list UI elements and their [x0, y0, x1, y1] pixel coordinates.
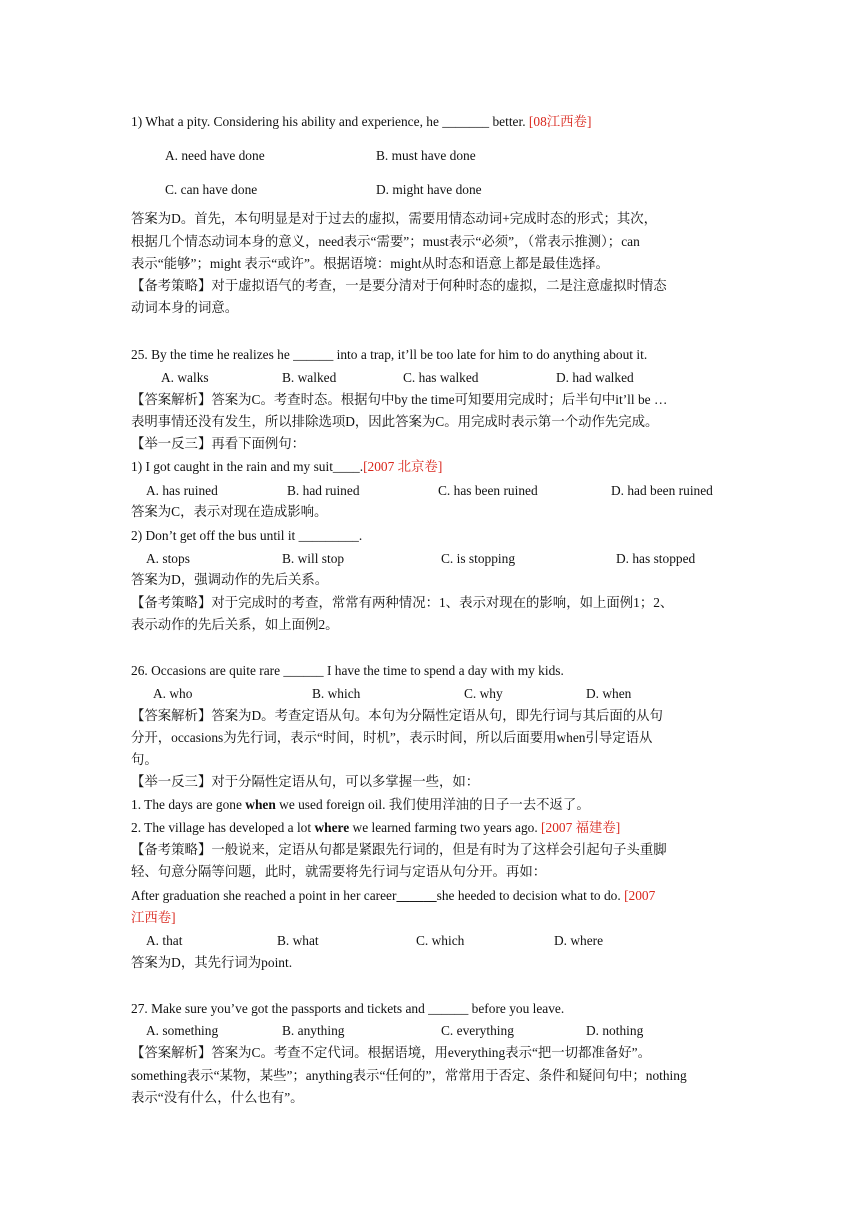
q26-ex3-option-b: B. what	[277, 933, 319, 948]
q25-ex1-option-d: D. had been ruined	[611, 483, 713, 498]
q26-ex1-pre: 1. The days are gone	[131, 797, 246, 812]
q26-ex3-option-c: C. which	[416, 933, 465, 948]
q26-option-a: A. who	[153, 686, 193, 701]
q25-ex2-option-a: A. stops	[146, 551, 190, 566]
q26-ex2-line	[131, 818, 620, 838]
q26-ex3-pre: After graduation she reached a point in her career	[131, 888, 397, 903]
q25-strategy-line-2: 表示动作的先后关系，如上面例2。	[131, 617, 339, 632]
q26-ex3-source-1: [2007	[624, 888, 656, 903]
q1-stem-line	[131, 112, 591, 132]
q25-analysis-line-2: 表明事情还没有发生，所以排除选项D，因此答案为C。用完成时表示第一个动作先完成。	[131, 414, 659, 429]
q27-analysis-line-3: 表示“没有什么，什么也有”。	[131, 1090, 304, 1105]
q1-option-b: B. must have done	[376, 148, 476, 163]
q1-option-c: C. can have done	[165, 182, 258, 197]
q26-ex3-line	[131, 886, 655, 906]
q25-ex1-option-c: C. has been ruined	[438, 483, 538, 498]
q27-option-c: C. everything	[441, 1023, 514, 1038]
q26-option-b: B. which	[312, 686, 361, 701]
q27-stem: 27. Make sure you’ve got the passports and tickets and ______ before you leave.	[131, 1001, 565, 1016]
q27-option-d: D. nothing	[586, 1023, 644, 1038]
q1-answer-line-1: 答案为D。首先，本句明显是对于过去的虚拟，需要用情态动词+完成时态的形式；其次，	[131, 211, 658, 226]
q26-ex3-option-a: A. that	[146, 933, 183, 948]
q26-ex1-post: we used foreign oil. 我们使用洋油的日子一去不返了。	[275, 797, 590, 812]
q25-ex2-stem: 2) Don’t get off the bus until it _________.	[131, 528, 363, 543]
q26-ex2-post: we learned farming two years ago.	[349, 820, 538, 835]
q26-strategy-line-2: 轻、句意分隔等问题，此时，就需要将先行词与定语从句分开。再如：	[131, 864, 547, 879]
q26-ex3-blank: ______	[396, 888, 437, 903]
q25-ex2-answer: 答案为D，强调动作的先后关系。	[131, 572, 329, 587]
q26-ex3-answer: 答案为D，其先行词为point.	[131, 955, 293, 970]
q25-ex1-option-a: A. has ruined	[146, 483, 218, 498]
q25-ex2-option-c: C. is stopping	[441, 551, 516, 566]
q1-strategy-line-2: 动词本身的词意。	[131, 300, 239, 315]
q26-ex3-source-2: 江西卷]	[131, 910, 176, 925]
q25-ex1-source: [2007 北京卷]	[363, 459, 443, 474]
q26-ex2-source: [2007 福建卷]	[541, 820, 621, 835]
q26-ex1-bold: when	[245, 797, 276, 812]
q26-stem: 26. Occasions are quite rare ______ I have the time to spend a day with my kids.	[131, 663, 564, 678]
q1-option-a: A. need have done	[165, 148, 265, 163]
q26-analysis-line-2: 分开，occasions为先行词，表示“时间，时机”，表示时间，所以后面要用when引导定语从	[131, 730, 653, 745]
q26-analysis-line-3: 句。	[131, 752, 158, 767]
q26-option-d: D. when	[586, 686, 632, 701]
q26-example-intro: 【举一反三】对于分隔性定语从句，可以多掌握一些，如：	[131, 774, 480, 789]
q27-analysis-line-1: 【答案解析】答案为C。考查不定代词。根据语境，用everything表示“把一切都准备好”。	[131, 1045, 651, 1060]
q1-option-d: D. might have done	[376, 182, 482, 197]
q25-option-d: D. had walked	[556, 370, 634, 385]
q25-analysis-line-1: 【答案解析】答案为C。考查时态。根据句中by the time可知要用完成时；后半句中it’ll be …	[131, 392, 668, 407]
q26-option-c: C. why	[464, 686, 503, 701]
q25-strategy-line-1: 【备考策略】对于完成时的考查，常常有两种情况：1、表示对现在的影响，如上面例1；2、	[131, 595, 674, 610]
q1-answer-line-3: 表示“能够”；might 表示“或许”。根据语境：might从时态和语意上都是最佳选择。	[131, 256, 609, 271]
q25-ex2-option-b: B. will stop	[282, 551, 345, 566]
q26-ex1-line	[131, 795, 590, 815]
q25-option-c: C. has walked	[403, 370, 479, 385]
q25-ex1-stem: 1) I got caught in the rain and my suit____.	[131, 459, 364, 474]
q25-option-a: A. walks	[161, 370, 209, 385]
q27-analysis-line-2: something表示“某物，某些”；anything表示“任何的”，常常用于否定、条件和疑问句中；nothing	[131, 1068, 687, 1083]
q26-ex3-option-d: D. where	[554, 933, 604, 948]
q25-option-b: B. walked	[282, 370, 337, 385]
q25-stem: 25. By the time he realizes he ______ into a trap, it’ll be too late for him to do anything about it.	[131, 347, 648, 362]
q25-ex1-answer: 答案为C，表示对现在造成影响。	[131, 504, 328, 519]
q26-ex2-pre: 2. The village has developed a lot	[131, 820, 315, 835]
q1-source: [08江西卷]	[528, 114, 592, 129]
q1-strategy-line-1: 【备考策略】对于虚拟语气的考查，一是要分清对于何种时态的虚拟，二是注意虚拟时情态	[131, 278, 667, 293]
q25-ex1-option-b: B. had ruined	[287, 483, 360, 498]
q1-stem: 1) What a pity. Considering his ability and experience, he _______ better.	[131, 114, 526, 129]
q26-ex2-bold: where	[314, 820, 350, 835]
q1-answer-line-2: 根据几个情态动词本身的意义，need表示“需要”；must表示“必须”，（常表示推测）；can	[131, 234, 640, 249]
q26-strategy-line-1: 【备考策略】一般说来，定语从句都是紧跟先行词的，但是有时为了这样会引起句子头重脚	[131, 842, 667, 857]
q25-example-intro: 【举一反三】再看下面例句：	[131, 436, 306, 451]
q26-ex3-post: she heeded to decision what to do.	[436, 888, 621, 903]
q27-option-b: B. anything	[282, 1023, 345, 1038]
q25-ex2-option-d: D. has stopped	[616, 551, 696, 566]
q26-analysis-line-1: 【答案解析】答案为D。考查定语从句。本句为分隔性定语从句，即先行词与其后面的从句	[131, 708, 663, 723]
q27-option-a: A. something	[146, 1023, 219, 1038]
q25-ex1-line	[131, 457, 442, 477]
